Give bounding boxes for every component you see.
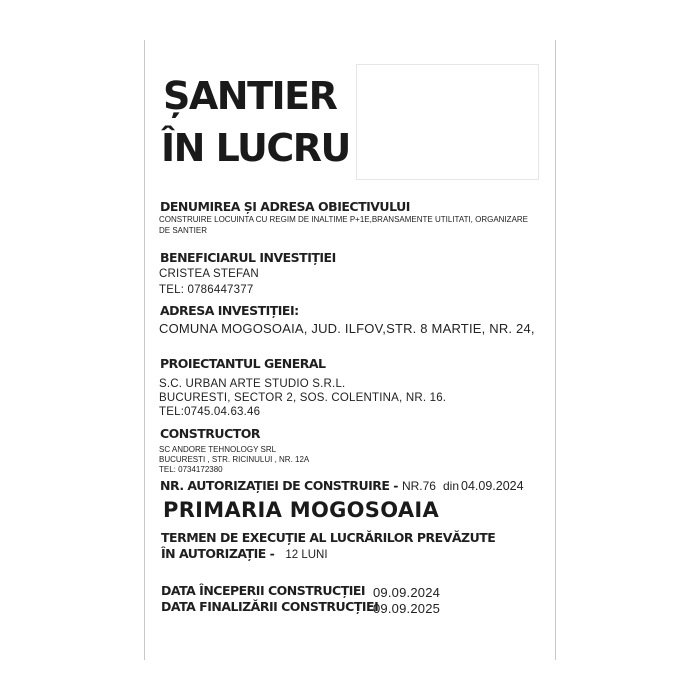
beneficiary-name: CRISTEA STEFAN <box>159 268 259 280</box>
permit-din: din <box>442 479 459 493</box>
investment-address-heading: ADRESA INVESTIȚIEI: <box>160 303 299 318</box>
term-row <box>161 546 328 561</box>
designer-phone: TEL:0745.04.63.46 <box>159 406 261 418</box>
permit-date: 04.09.2024 <box>461 479 524 493</box>
term-value: 12 LUNI <box>285 549 328 561</box>
end-date-label: DATA FINALIZĂRII CONSTRUCȚIEI <box>161 599 379 614</box>
permit-row <box>160 478 524 493</box>
permit-number: NR.76 <box>401 479 436 493</box>
constructor-heading: CONSTRUCTOR <box>160 426 261 441</box>
constructor-phone: TEL: 0734172380 <box>159 465 223 474</box>
term-line-2: ÎN AUTORIZAȚIE - <box>161 546 275 561</box>
start-date-value: 09.09.2024 <box>373 585 441 600</box>
designer-heading: PROIECTANTUL GENERAL <box>160 356 326 371</box>
beneficiary-phone: TEL: 0786447377 <box>159 284 254 296</box>
constructor-company: SC ANDORE TEHNOLOGY SRL <box>159 445 277 454</box>
objective-line-2: DE SANTIER <box>159 226 208 235</box>
investment-address-value: COMUNA MOGOSOAIA, JUD. ILFOV,STR. 8 MARTIE, NR. 24, <box>159 321 535 336</box>
objective-line-1: CONSTRUIRE LOCUINTA CU REGIM DE INALTIME P+1E,BRANSAMENTE UTILITATI, ORGANIZARE <box>159 215 529 224</box>
designer-address: BUCURESTI, SECTOR 2, SOS. COLENTINA, NR. 16. <box>159 392 447 404</box>
objective-heading: DENUMIREA ȘI ADRESA OBIECTIVULUI <box>160 199 410 214</box>
permit-label: NR. AUTORIZAȚIEI DE CONSTRUIRE - <box>160 478 398 493</box>
title-line-2: ÎN LUCRU <box>161 126 350 170</box>
photo-placeholder <box>356 64 539 180</box>
term-line-1: TERMEN DE EXECUȚIE AL LUCRĂRILOR PREVĂZUTE <box>161 530 496 545</box>
start-date-label: DATA ÎNCEPERII CONSTRUCȚIEI <box>161 583 366 598</box>
designer-company: S.C. URBAN ARTE STUDIO S.R.L. <box>159 378 346 390</box>
end-date-value: 09.09.2025 <box>373 601 441 616</box>
construction-site-board <box>144 40 556 660</box>
title-line-1: ȘANTIER <box>163 74 337 118</box>
beneficiary-heading: BENEFICIARUL INVESTIȚIEI <box>160 250 336 265</box>
permit-issuer: PRIMARIA MOGOSOAIA <box>163 498 440 522</box>
constructor-address: BUCURESTI , STR. RICINULUI , NR. 12A <box>159 455 310 464</box>
